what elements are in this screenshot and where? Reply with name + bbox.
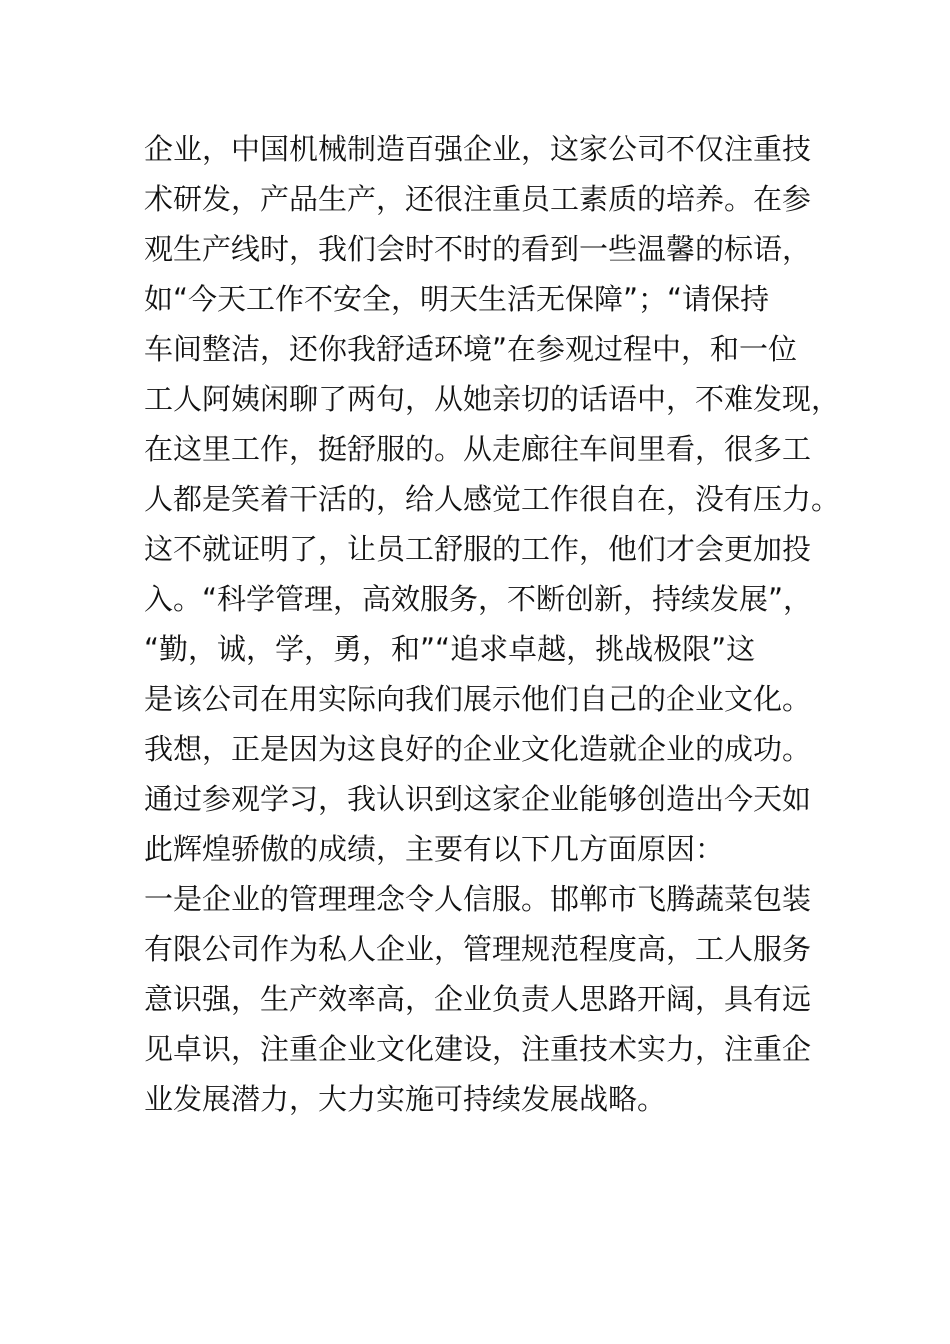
text-line: 工人阿姨闲聊了两句，从她亲切的话语中，不难发现， (144, 382, 841, 416)
text-line: 一是企业的管理理念令人信服。邯郸市飞腾蔬菜包装 (144, 882, 812, 916)
text-line: 观生产线时，我们会时不时的看到一些温馨的标语， (144, 232, 812, 266)
text-line: 见卓识，注重企业文化建设，注重技术实力，注重企 (144, 1032, 812, 1066)
text-line: 术研发，产品生产，还很注重员工素质的培养。在参 (144, 182, 812, 216)
text-line: 有限公司作为私人企业，管理规范程度高，工人服务 (144, 932, 812, 966)
text-line: 车间整洁，还你我舒适环境”在参观过程中，和一位 (144, 332, 798, 366)
text-line: 意识强，生产效率高，企业负责人思路开阔，具有远 (144, 982, 812, 1016)
text-line: 业发展潜力，大力实施可持续发展战略。 (144, 1082, 667, 1116)
text-line: 企业，中国机械制造百强企业，这家公司不仅注重技 (144, 132, 812, 166)
text-line: 入。“科学管理，高效服务，不断创新，持续发展”， (144, 582, 813, 616)
text-line: “勤，诚，学，勇，和”“追求卓越，挑战极限”这 (144, 632, 756, 666)
paragraph-3 (144, 874, 834, 1124)
text-line: 人都是笑着干活的，给人感觉工作很自在，没有压力。 (144, 482, 841, 516)
text-line: 这不就证明了，让员工舒服的工作，他们才会更加投 (144, 532, 812, 566)
text-line: 此辉煌骄傲的成绩，主要有以下几方面原因： (144, 832, 725, 866)
text-line: 通过参观学习，我认识到这家企业能够创造出今天如 (144, 782, 812, 816)
text-line: 在这里工作，挺舒服的。从走廊往车间里看，很多工 (144, 432, 812, 466)
body-text (144, 124, 841, 1124)
paragraph-2 (144, 774, 834, 874)
text-line: 是该公司在用实际向我们展示他们自己的企业文化。 (144, 682, 812, 716)
paragraph-1 (144, 124, 841, 774)
text-line: 我想，正是因为这良好的企业文化造就企业的成功。 (144, 732, 812, 766)
text-line: 如“今天工作不安全，明天生活无保障”；“请保持 (144, 282, 770, 316)
